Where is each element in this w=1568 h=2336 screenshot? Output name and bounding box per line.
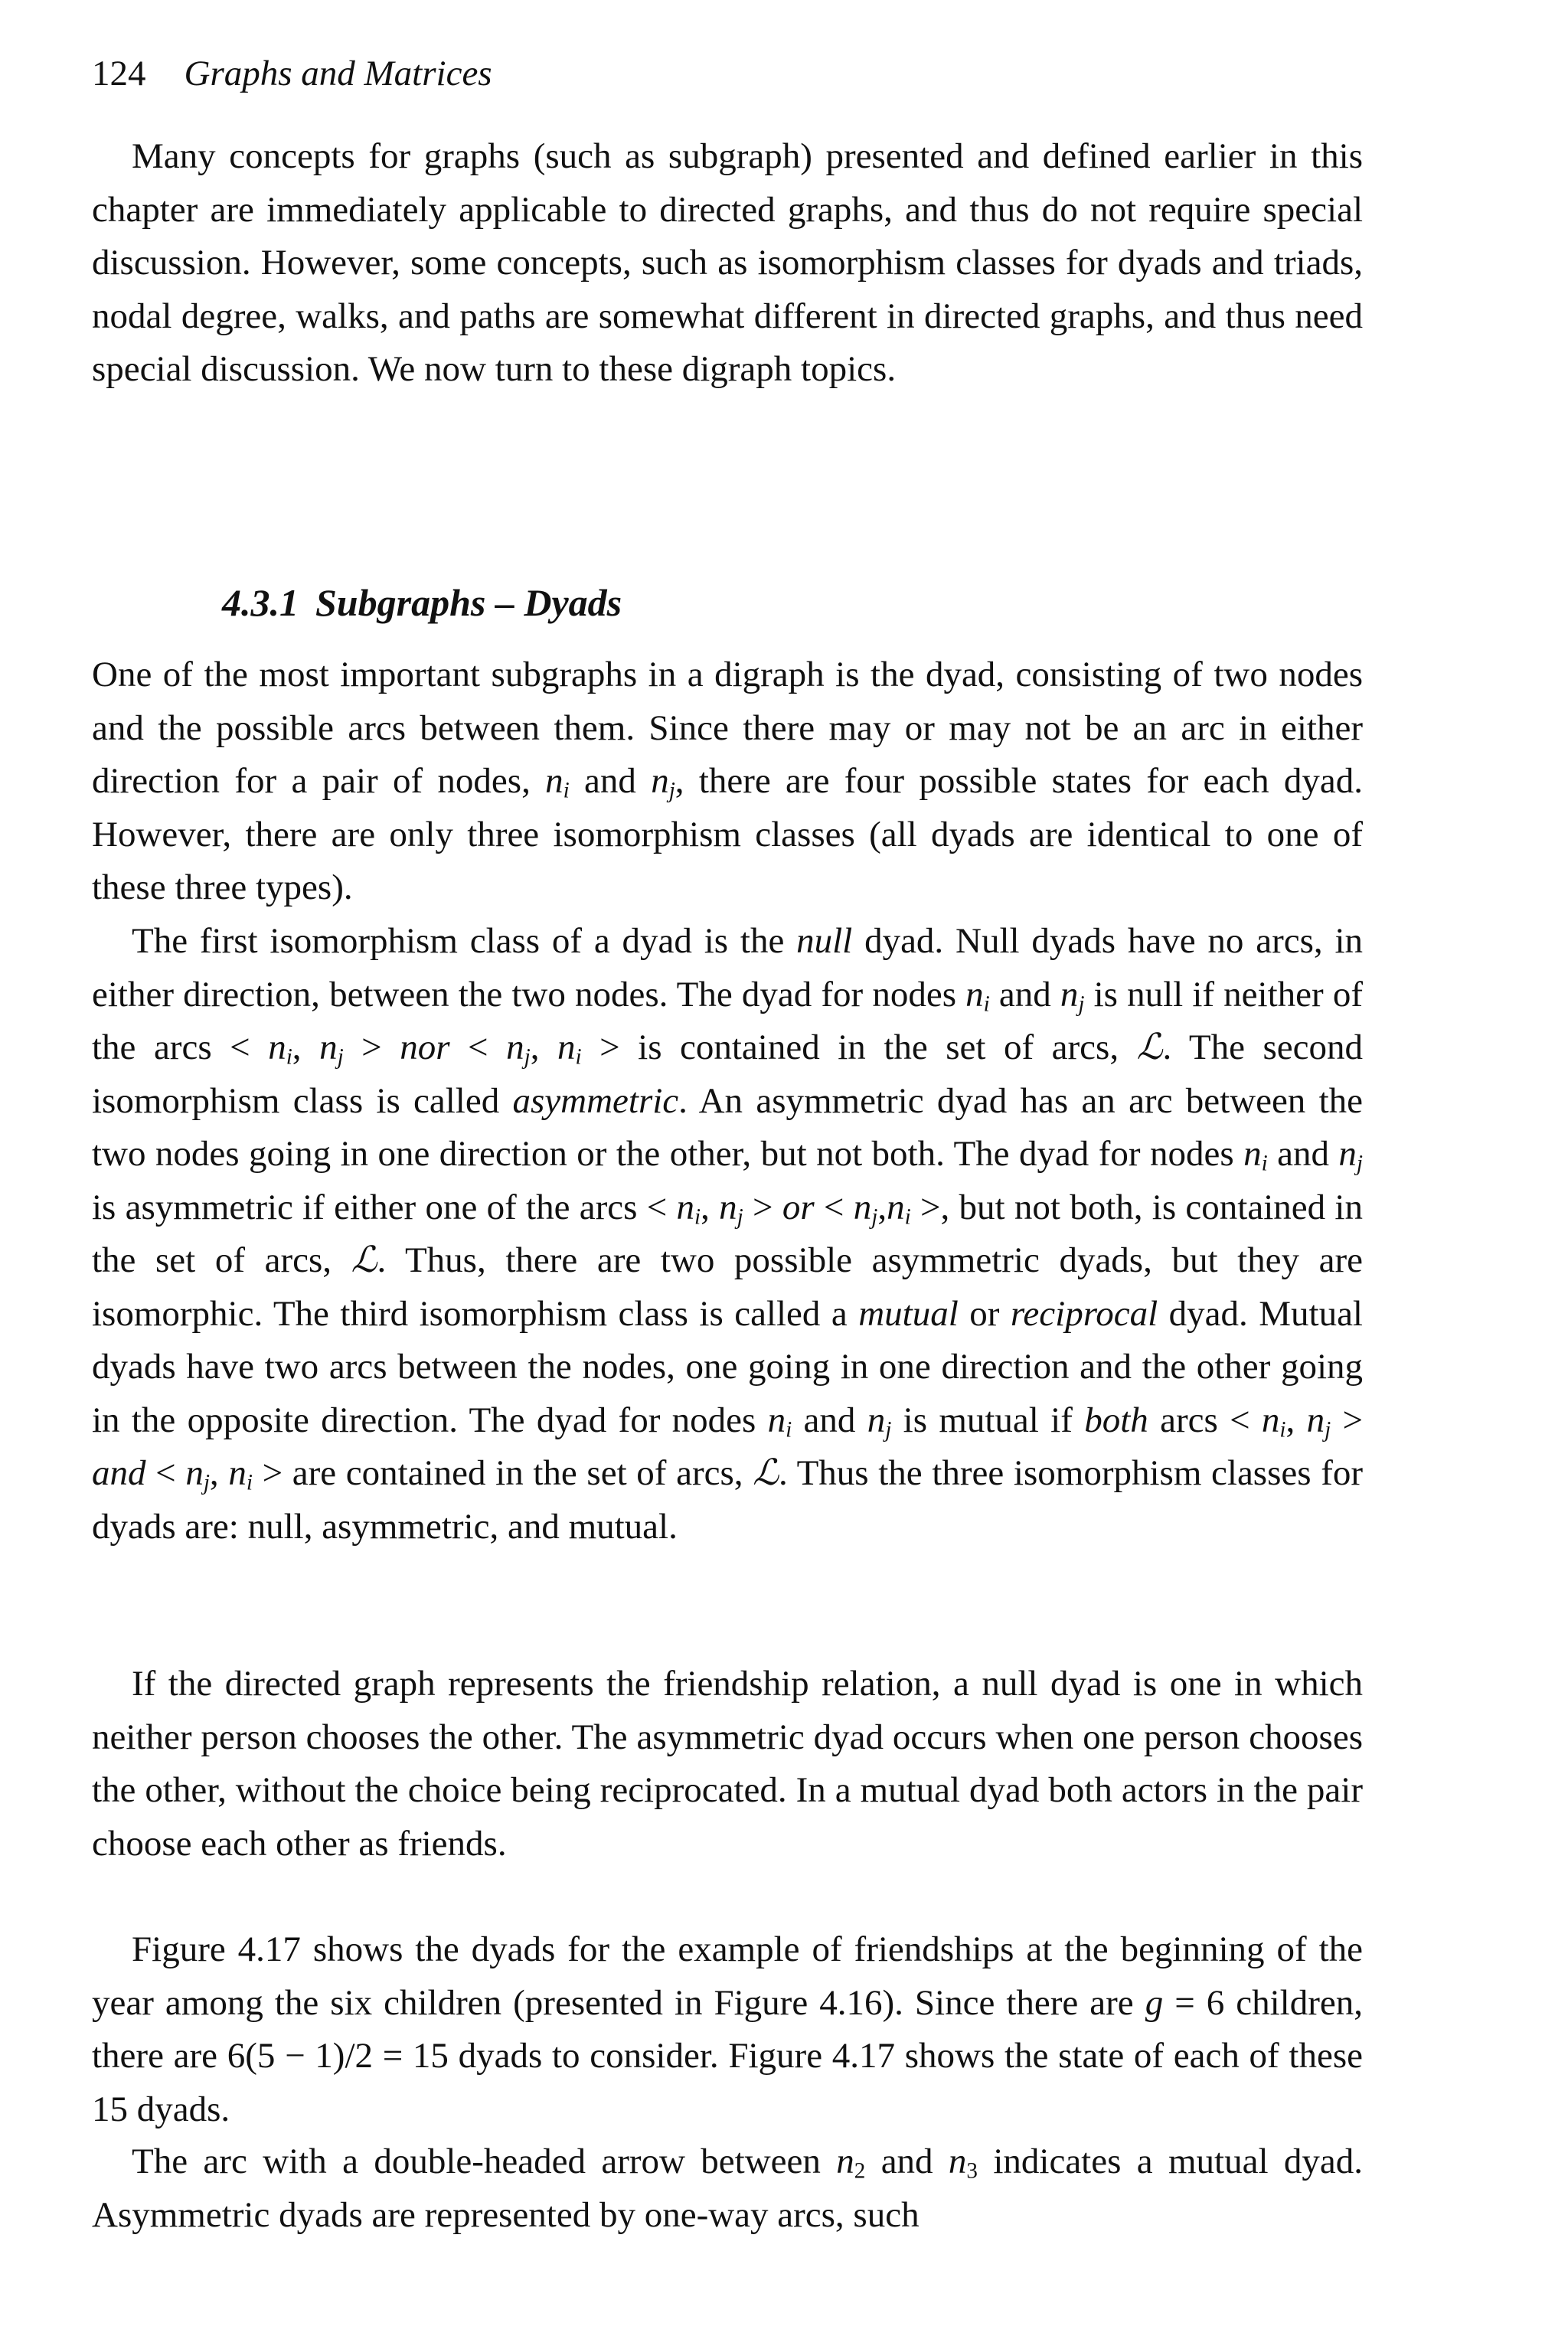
math-sub: i bbox=[786, 1416, 792, 1442]
paragraph-friendship-interpretation bbox=[92, 1658, 1363, 1870]
math-bracket: < bbox=[1230, 1400, 1262, 1440]
math-sub: i bbox=[1261, 1151, 1268, 1176]
text-run: , but not both, is contained in the set of arcs, bbox=[92, 1187, 1363, 1280]
text-run: is asymmetric if either one of the arcs bbox=[92, 1187, 647, 1227]
text-run: is null if neither of the arcs bbox=[92, 974, 1363, 1067]
math-bracket: > bbox=[910, 1187, 941, 1227]
text-run: dyad. Null dyads have no arcs, in either direction, between the two nodes. The dyad for nodes bbox=[92, 921, 1363, 1014]
text-run: = 6 children, there are 6(5 − 1)/2 = 15 dyads to consider. Figure 4.17 shows the state of each of these 15 dyads. bbox=[92, 1982, 1363, 2129]
text-run: . The second isomorphism class is called bbox=[92, 1028, 1364, 1121]
emphasis: and bbox=[92, 1453, 156, 1493]
math-sub: 2 bbox=[854, 2158, 866, 2184]
math-sub: j bbox=[871, 1204, 878, 1229]
text-run: , there are four possible states for each dyad. However, there are only three isomorphism classes (all dyads are identical to one of these three types). bbox=[92, 761, 1363, 907]
math-sub: j bbox=[1078, 991, 1085, 1016]
running-title: Graphs and Matrices bbox=[184, 54, 492, 93]
text-run: . Thus, there are two possible asymmetric dyads, but they are isomorphic. The third isomorphism class is called a bbox=[92, 1240, 1363, 1334]
math-n: n bbox=[1306, 1400, 1325, 1440]
math-sub: i bbox=[286, 1044, 292, 1070]
math-bracket: > bbox=[252, 1453, 283, 1493]
paragraph-isomorphism-classes bbox=[92, 915, 1363, 1554]
text-run: and bbox=[792, 1400, 867, 1440]
emphasis: or bbox=[773, 1187, 824, 1227]
math-n: n bbox=[228, 1453, 247, 1493]
math-sep: , bbox=[530, 1028, 557, 1067]
text-run: Figure 4.17 shows the dyads for the example of friendships at the beginning of the year among the six children (presented in Figure 4.16). Since there are bbox=[92, 1929, 1363, 2023]
math-n: n bbox=[1060, 974, 1079, 1014]
script-l-symbol: ℒ bbox=[1136, 1028, 1163, 1067]
math-sub: i bbox=[904, 1204, 911, 1229]
math-sub: j bbox=[668, 778, 675, 803]
math-n: n bbox=[185, 1453, 204, 1493]
section-number: 4.3.1 bbox=[222, 581, 299, 624]
math-n: n bbox=[948, 2142, 967, 2181]
math-n: n bbox=[867, 1400, 886, 1440]
math-sub: i bbox=[694, 1204, 701, 1229]
emphasis: null bbox=[796, 921, 853, 961]
math-sub: i bbox=[246, 1470, 253, 1495]
text-run: are contained in the set of arcs, bbox=[283, 1453, 753, 1493]
text-run: One of the most important subgraphs in a digraph is the dyad, consisting of two nodes and the possible arcs between them. Since there may or may not be an arc in either direction for a pair of nodes, bbox=[92, 655, 1363, 801]
intro-text: Many concepts for graphs (such as subgraph) presented and defined earlier in this chapter are immediately applicable to directed graphs, and thus do not require special discussion. However, some concepts, such as isomorphism classes for dyads and triads, nodal degree, walks, and paths are somewhat different in directed graphs, and thus need special discussion. We now turn to these digraph topics. bbox=[92, 136, 1363, 389]
text-run: is mutual if bbox=[891, 1400, 1085, 1440]
math-sep: , bbox=[877, 1187, 887, 1227]
math-g: g bbox=[1145, 1982, 1164, 2023]
math-sub: i bbox=[563, 778, 570, 803]
math-sub: j bbox=[203, 1470, 210, 1495]
math-bracket: > bbox=[1331, 1400, 1363, 1440]
math-sub: 3 bbox=[966, 2158, 978, 2184]
math-bracket: < bbox=[468, 1028, 507, 1067]
script-l-symbol: ℒ bbox=[753, 1453, 779, 1493]
math-bracket: > bbox=[743, 1187, 773, 1227]
text-run: is contained in the set of arcs, bbox=[619, 1028, 1137, 1067]
section-title: Subgraphs – Dyads bbox=[315, 581, 622, 624]
math-n: n bbox=[887, 1187, 905, 1227]
math-n: n bbox=[319, 1028, 338, 1067]
math-sub: j bbox=[524, 1044, 531, 1070]
paragraph-dyad-definition bbox=[92, 649, 1363, 915]
script-l-symbol: ℒ bbox=[351, 1240, 377, 1280]
math-n: n bbox=[853, 1187, 872, 1227]
emphasis: asymmetric bbox=[512, 1080, 679, 1121]
text-run: and bbox=[865, 2142, 949, 2181]
math-bracket: < bbox=[155, 1453, 186, 1493]
math-sub: j bbox=[1325, 1416, 1331, 1442]
text-run: and bbox=[569, 761, 652, 801]
paragraph-arc-description bbox=[92, 2135, 1363, 2242]
math-sub: j bbox=[737, 1204, 743, 1229]
emphasis: reciprocal bbox=[1010, 1293, 1158, 1334]
intro-paragraph bbox=[92, 130, 1363, 397]
running-header bbox=[92, 51, 492, 96]
text-run: The first isomorphism class of a dyad is the bbox=[132, 921, 797, 961]
section-heading bbox=[222, 578, 622, 627]
text-run: If the directed graph represents the friendship relation, a null dyad is one in which neither person chooses the other. The asymmetric dyad occurs when one person chooses the other, without the choice being reciprocated. In a mutual dyad both actors in the pair choose each other as friends. bbox=[92, 1664, 1363, 1864]
math-n: n bbox=[651, 761, 669, 801]
emphasis: nor bbox=[381, 1028, 469, 1067]
page-number: 124 bbox=[92, 54, 146, 93]
math-sub: i bbox=[983, 991, 990, 1016]
math-n: n bbox=[1261, 1400, 1280, 1440]
math-n: n bbox=[767, 1400, 786, 1440]
text-run: The arc with a double-headed arrow between bbox=[132, 2142, 837, 2181]
text-run: indicates a mutual dyad. Asymmetric dyads are represented by one-way arcs, such bbox=[92, 2142, 1363, 2235]
math-sep: , bbox=[292, 1028, 320, 1067]
math-sub: i bbox=[575, 1044, 582, 1070]
math-n: n bbox=[1243, 1134, 1262, 1174]
math-sep: , bbox=[209, 1453, 229, 1493]
math-n: n bbox=[676, 1187, 695, 1227]
math-sub: j bbox=[337, 1044, 344, 1070]
math-n: n bbox=[1338, 1134, 1357, 1174]
text-run: and bbox=[1267, 1134, 1339, 1174]
text-run: and bbox=[989, 974, 1060, 1014]
math-n: n bbox=[506, 1028, 524, 1067]
math-bracket: > bbox=[343, 1028, 382, 1067]
math-n: n bbox=[268, 1028, 286, 1067]
emphasis: both bbox=[1084, 1400, 1148, 1440]
math-bracket: > bbox=[581, 1028, 620, 1067]
paragraph-figure-reference bbox=[92, 1923, 1363, 2136]
math-n: n bbox=[545, 761, 564, 801]
math-sep: , bbox=[701, 1187, 720, 1227]
math-sub: j bbox=[885, 1416, 892, 1442]
text-run: arcs bbox=[1148, 1400, 1230, 1440]
math-bracket: < bbox=[646, 1187, 677, 1227]
math-bracket: < bbox=[823, 1187, 854, 1227]
math-n: n bbox=[965, 974, 984, 1014]
math-sub: i bbox=[1279, 1416, 1286, 1442]
text-run: . An asymmetric dyad has an arc between the two nodes going in one direction or the other, but not both. The dyad for nodes bbox=[92, 1080, 1364, 1174]
math-sep: , bbox=[1285, 1400, 1307, 1440]
text-run: or bbox=[958, 1293, 1011, 1334]
math-n: n bbox=[719, 1187, 737, 1227]
emphasis: mutual bbox=[858, 1293, 959, 1334]
math-n: n bbox=[836, 2142, 854, 2181]
text-run: dyad. Mutual dyads have two arcs between the nodes, one going in one direction and the other going in the opposite direction. The dyad for nodes bbox=[92, 1293, 1363, 1440]
math-sub: j bbox=[1356, 1151, 1363, 1176]
math-bracket: < bbox=[230, 1028, 269, 1067]
text-run: . Thus the three isomorphism classes for dyads are: null, asymmetric, and mutual. bbox=[92, 1453, 1363, 1547]
math-n: n bbox=[557, 1028, 576, 1067]
